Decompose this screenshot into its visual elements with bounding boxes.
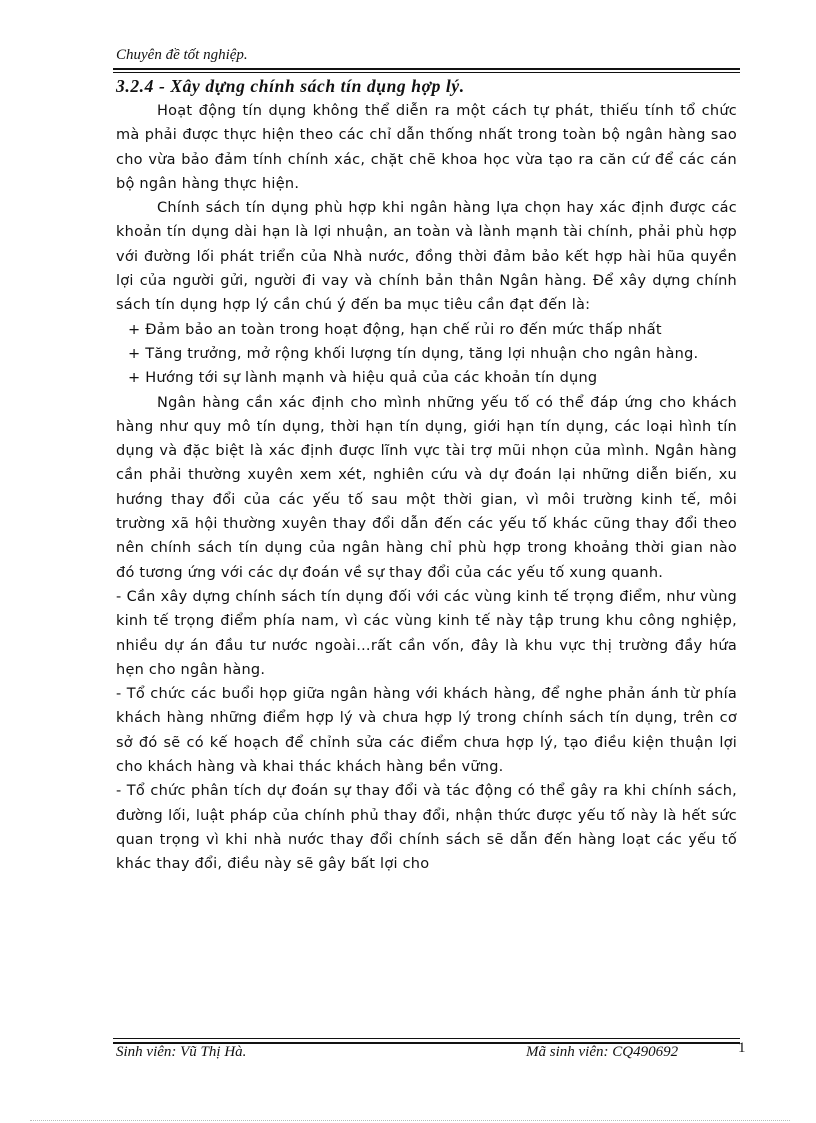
- page-number: 1: [738, 1040, 746, 1056]
- bullet-item: + Hướng tới sự lành mạnh và hiệu quả của các khoản tín dụng: [128, 370, 598, 387]
- page-header: Chuyên đề tốt nghiệp.: [116, 47, 248, 63]
- dash-item: - Cần xây dựng chính sách tín dụng đối với các vùng kinh tế trọng điểm, như vùng kinh tế trọng điểm phía nam, vì các vùng kinh tế này tập trung khu công nghiệp, nhiều dự án đầu tư nước ngoài…rất cần vốn, đây là khu vực thị trường đầy hứa hẹn cho ngân hàng.: [116, 588, 737, 678]
- footer-student: Sinh viên: Vũ Thị Hà.: [116, 1044, 247, 1060]
- paragraph: Chính sách tín dụng phù hợp khi ngân hàng lựa chọn hay xác định được các khoản tín dụng dài hạn là lợi nhuận, an toàn và lành mạnh tài chính, phải phù hợp với đường lối phát triển của Nhà nước, đồng thời đảm bảo kết hợp hài hũa quyền lợi của người gửi, người đi vay và chính bản thân Ngân hàng. Để xây dựng chính sách tín dụng hợp lý cần chú ý đến ba mục tiêu cần đạt đến là:: [116, 200, 737, 314]
- dash-item: - Tổ chức các buổi họp giữa ngân hàng với khách hàng, để nghe phản ánh từ phía khách hàng những điểm hợp lý và chưa hợp lý trong chính sách tín dụng, trên cơ sở đó sẽ có kế hoạch để chỉnh sửa các điểm chưa hợp lý, tạo điều kiện thuận lợi cho khách hàng và khai thác khách hàng bền vững.: [116, 686, 737, 776]
- paragraph: Ngân hàng cần xác định cho mình những yếu tố có thể đáp ứng cho khách hàng như quy mô tín dụng, thời hạn tín dụng, giới hạn tín dụng, các loại hình tín dụng và đặc biệt là xác định được lĩnh vực tài trợ mũi nhọn của mình. Ngân hàng cần phải thường xuyên xem xét, nghiên cứu và dự đoán lại những diễn biến, xu hướng thay đổi của các yếu tố sau một thời gian, vì môi trường kinh tế, môi trường xã hội thường xuyên thay đổi dẫn đến các yếu tố khác cũng thay đổi theo nên chính sách tín dụng của ngân hàng chỉ phù hợp trong khoảng thời gian nào đó tương ứng với các dự đoán về sự thay đổi của các yếu tố xung quanh.: [116, 394, 737, 581]
- footer-rule-thin: [113, 1038, 740, 1039]
- document-body: [116, 99, 737, 877]
- footer-student-id: Mã sinh viên: CQ490692: [526, 1044, 679, 1060]
- bullet-item: + Tăng trưởng, mở rộng khối lượng tín dụng, tăng lợi nhuận cho ngân hàng.: [128, 345, 699, 362]
- paragraph: Hoạt động tín dụng không thể diễn ra một cách tự phát, thiếu tính tổ chức mà phải được thực hiện theo các chỉ dẫn thống nhất trong toàn bộ ngân hàng sao cho vừa bảo đảm tính chính xác, chặt chẽ khoa học vừa tạo ra căn cứ để các cán bộ ngân hàng thực hiện.: [116, 103, 737, 192]
- bullet-item: + Đảm bảo an toàn trong hoạt động, hạn chế rủi ro đến mức thấp nhất: [128, 321, 662, 338]
- header-rule-thin: [113, 72, 740, 73]
- page-break-line: [30, 1120, 790, 1121]
- header-rule: [113, 68, 740, 70]
- section-title: 3.2.4 - Xây dựng chính sách tín dụng hợp lý.: [116, 76, 465, 96]
- dash-item: - Tổ chức phân tích dự đoán sự thay đổi và tác động có thể gây ra khi chính sách, đường lối, luật pháp của chính phủ thay đổi, nhận thức được yếu tố này là hết sức quan trọng vì khi nhà nước thay đổi chính sách sẽ dẫn đến hàng loạt các yếu tố khác thay đổi, điều này sẽ gây bất lợi cho: [116, 783, 737, 873]
